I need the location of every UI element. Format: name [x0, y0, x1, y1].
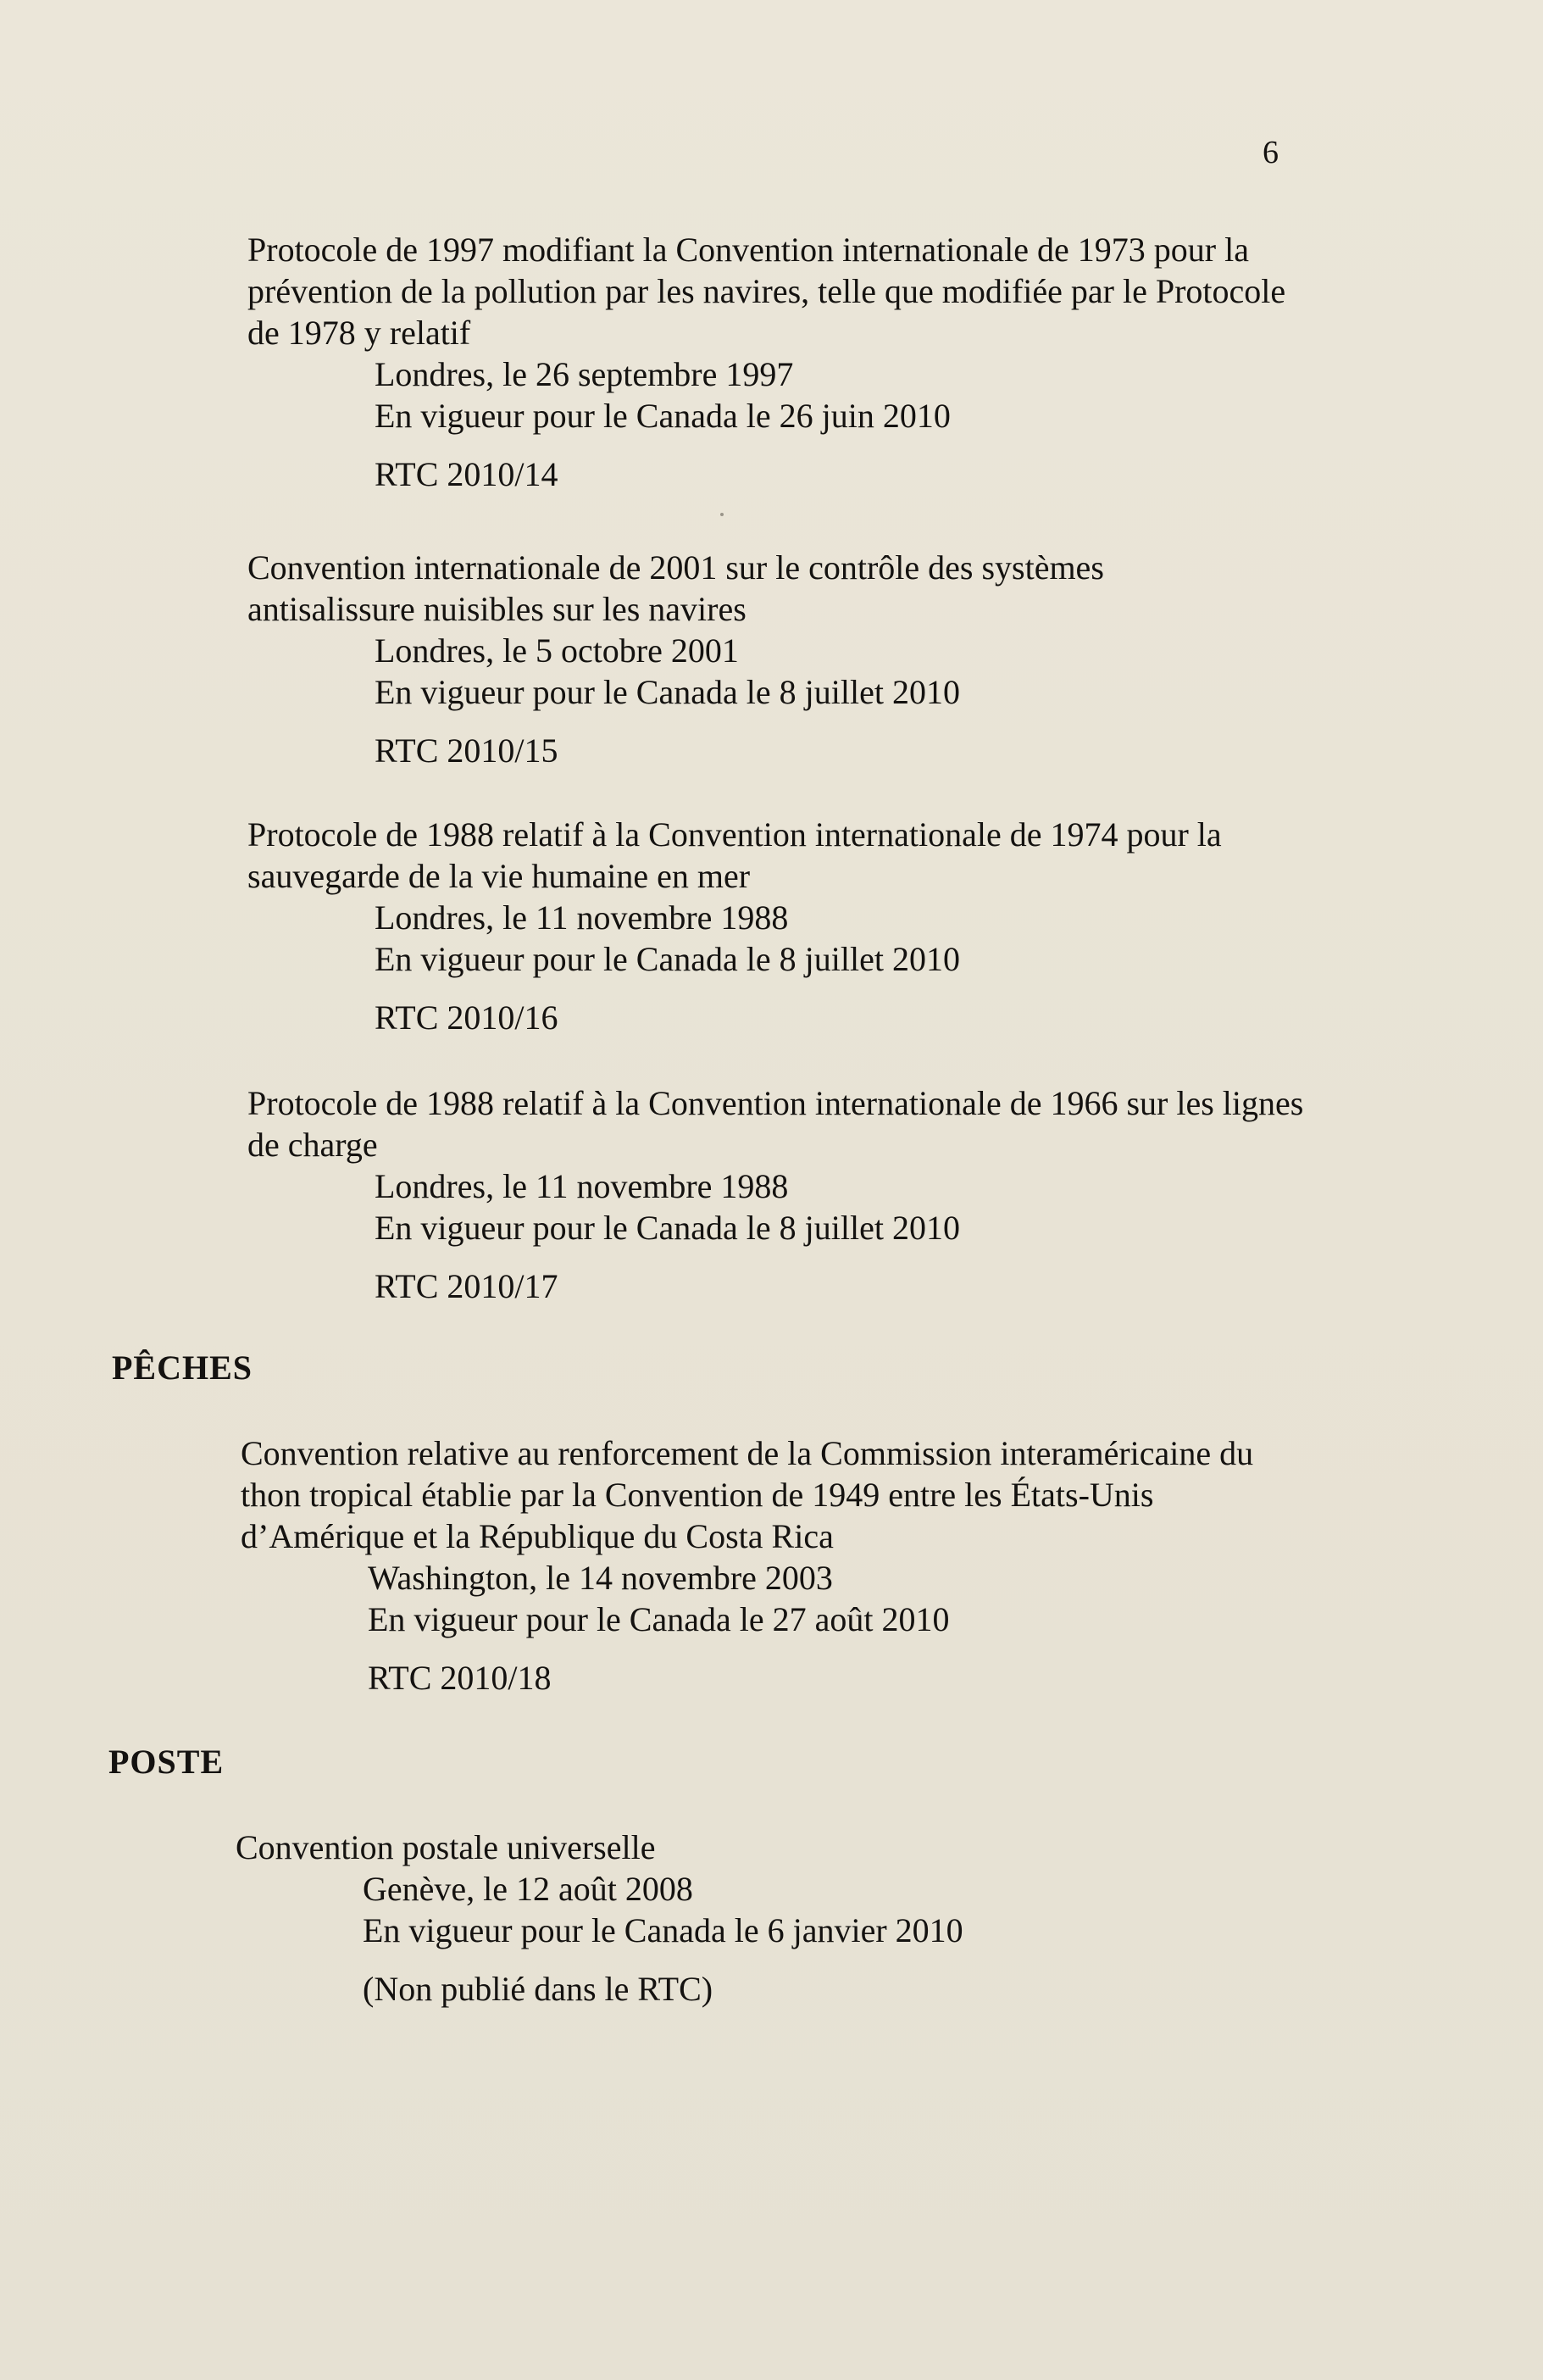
treaty-reference: RTC 2010/14 — [375, 455, 558, 493]
treaty-in-force: En vigueur pour le Canada le 27 août 2010 — [368, 1600, 950, 1638]
scan-speck — [720, 513, 724, 516]
treaty-entry-2010-16 — [247, 814, 1307, 1038]
treaty-reference: RTC 2010/15 — [375, 731, 558, 770]
treaty-reference: RTC 2010/18 — [368, 1659, 552, 1697]
page-number: 6 — [1263, 135, 1279, 170]
treaty-entry-2010-17 — [247, 1082, 1307, 1307]
treaty-place-date: Londres, le 11 novembre 1988 — [375, 1167, 789, 1205]
treaty-title: Protocole de 1988 relatif à la Convention internationale de 1974 pour la sauvegarde de la vie humaine en mer — [247, 815, 1222, 895]
treaty-entry-2010-15 — [247, 547, 1307, 771]
section-heading-poste: POSTE — [108, 1743, 225, 1781]
treaty-in-force: En vigueur pour le Canada le 8 juillet 2010 — [375, 1209, 960, 1247]
treaty-title: Convention internationale de 2001 sur le contrôle des systèmes antisalissure nuisibles sur les navires — [247, 548, 1104, 628]
treaty-in-force: En vigueur pour le Canada le 6 janvier 2010 — [363, 1911, 963, 1949]
treaty-place-date: Washington, le 14 novembre 2003 — [368, 1559, 833, 1597]
treaty-reference: RTC 2010/16 — [375, 998, 558, 1037]
treaty-title: Convention postale universelle — [236, 1828, 656, 1866]
treaty-place-date: Londres, le 5 octobre 2001 — [375, 631, 739, 670]
treaty-in-force: En vigueur pour le Canada le 26 juin 2010 — [375, 397, 951, 435]
treaty-place-date: Londres, le 11 novembre 1988 — [375, 898, 789, 937]
treaty-title: Protocole de 1997 modifiant la Convention internationale de 1973 pour la prévention de la pollution par les navires, telle que modifiée par le Protocole de 1978 y relatif — [247, 231, 1286, 352]
treaty-in-force: En vigueur pour le Canada le 8 juillet 2010 — [375, 940, 960, 978]
treaty-entry-2010-14 — [247, 229, 1307, 495]
treaty-reference: (Non publié dans le RTC) — [363, 1970, 713, 2008]
treaty-in-force: En vigueur pour le Canada le 8 juillet 2010 — [375, 673, 960, 711]
treaty-entry-2010-18 — [241, 1432, 1300, 1699]
treaty-title: Convention relative au renforcement de la Commission interaméricaine du thon tropical établie par la Convention de 1949 entre les États-Unis d’Amérique et la République du Costa Rica — [241, 1434, 1254, 1555]
treaty-title: Protocole de 1988 relatif à la Convention internationale de 1966 sur les lignes de charge — [247, 1084, 1304, 1164]
treaty-place-date: Londres, le 26 septembre 1997 — [375, 355, 794, 393]
treaty-entry-postale — [236, 1827, 1295, 2010]
section-heading-peches: PÊCHES — [112, 1348, 253, 1387]
treaty-reference: RTC 2010/17 — [375, 1267, 558, 1305]
treaty-place-date: Genève, le 12 août 2008 — [363, 1870, 693, 1908]
